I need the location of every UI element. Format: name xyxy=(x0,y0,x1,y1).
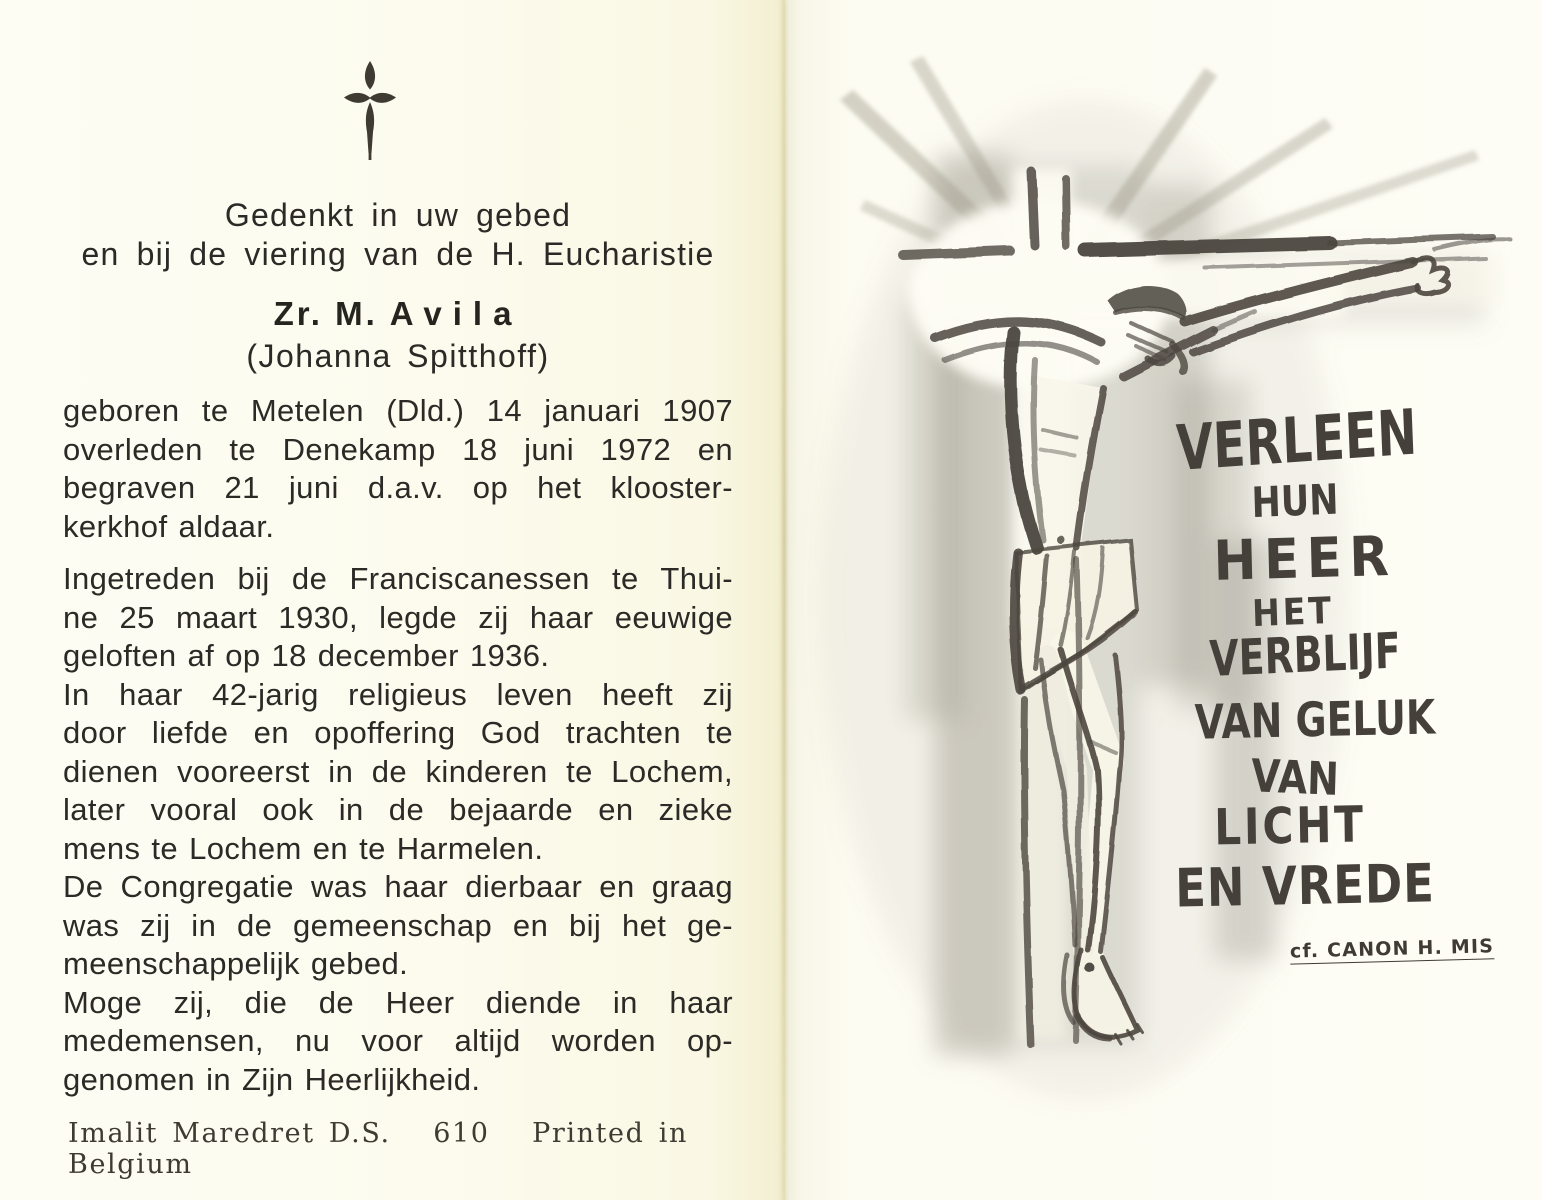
prayer-line: HET xyxy=(1251,590,1335,636)
birth-name: (Johanna Spitthoff) xyxy=(246,338,550,374)
text-line: ne 25 maart 1930, legde zij haar eeuwige xyxy=(63,599,733,635)
text-line: dienen vooreerst in de kinderen te Lochem, xyxy=(63,753,733,789)
text-line: was zij in de gemeenschap en bij het ge- xyxy=(63,907,733,943)
text-line: De Congregatie was haar dierbaar en graag xyxy=(63,869,733,904)
prayer-line: VERBLIJF xyxy=(1208,622,1402,689)
name-prefix: Zr. M. xyxy=(273,295,378,332)
text-line: Moge zij, die de Heer diende in haar xyxy=(63,984,733,1020)
name-religious: Avila xyxy=(389,295,523,332)
text-line: medemensen, nu voor altijd worden op- xyxy=(63,1023,733,1058)
text-line: Ingetreden bij de Franciscanessen te Thui- xyxy=(63,561,733,596)
biography-paragraph-life xyxy=(63,560,733,1099)
prayer-line: HUN xyxy=(1250,475,1340,527)
prayer-line: VERLEEN xyxy=(1174,395,1419,486)
text-line: kerkhof aldaar. xyxy=(63,508,275,544)
right-page xyxy=(785,0,1542,1200)
prayer-line: HEER xyxy=(1212,523,1398,594)
text-line: mens te Lochem en te Harmelen. xyxy=(63,830,544,866)
text-line: geboren te Metelen (Dld.) 14 januari 1907 xyxy=(63,393,733,428)
card-fold-line xyxy=(782,0,787,1200)
header-line-1: Gedenkt in uw gebed xyxy=(224,197,572,233)
text-line: door liefde en opoffering God trachten te xyxy=(63,715,733,750)
deceased-name xyxy=(60,295,736,333)
text-line: meenschappelijk gebed. xyxy=(63,946,409,981)
text-line: overleden te Denekamp 18 juni 1972 en xyxy=(63,431,733,467)
prayer-line: LICHT xyxy=(1213,795,1367,858)
text-line: begraven 21 juni d.a.v. op het klooster- xyxy=(63,470,733,505)
cross-icon xyxy=(339,58,401,162)
prayer-line: VAN GELUK xyxy=(1194,690,1436,751)
crucifix-illustration xyxy=(785,0,1542,1200)
text-line: later vooral ook in de bejaarde en zieke xyxy=(63,792,733,827)
text-line: genomen in Zijn Heerlijkheid. xyxy=(63,1061,481,1097)
printer-imprint: Imalit Maredret D.S. 610 Printed in Belgium xyxy=(68,1118,703,1180)
biography-paragraph-dates xyxy=(63,392,733,546)
header-line-2: en bij de viering van de H. Eucharistie xyxy=(81,236,715,272)
text-line: In haar 42-jarig religieus leven heeft zij xyxy=(63,676,733,712)
prayer-attribution: cf. CANON H. MIS xyxy=(1289,935,1495,963)
prayer-line: EN VREDE xyxy=(1174,852,1436,920)
memorial-header xyxy=(60,196,736,274)
prayer-line: VAN xyxy=(1250,749,1340,806)
text-line: geloften af op 18 december 1936. xyxy=(63,638,550,673)
